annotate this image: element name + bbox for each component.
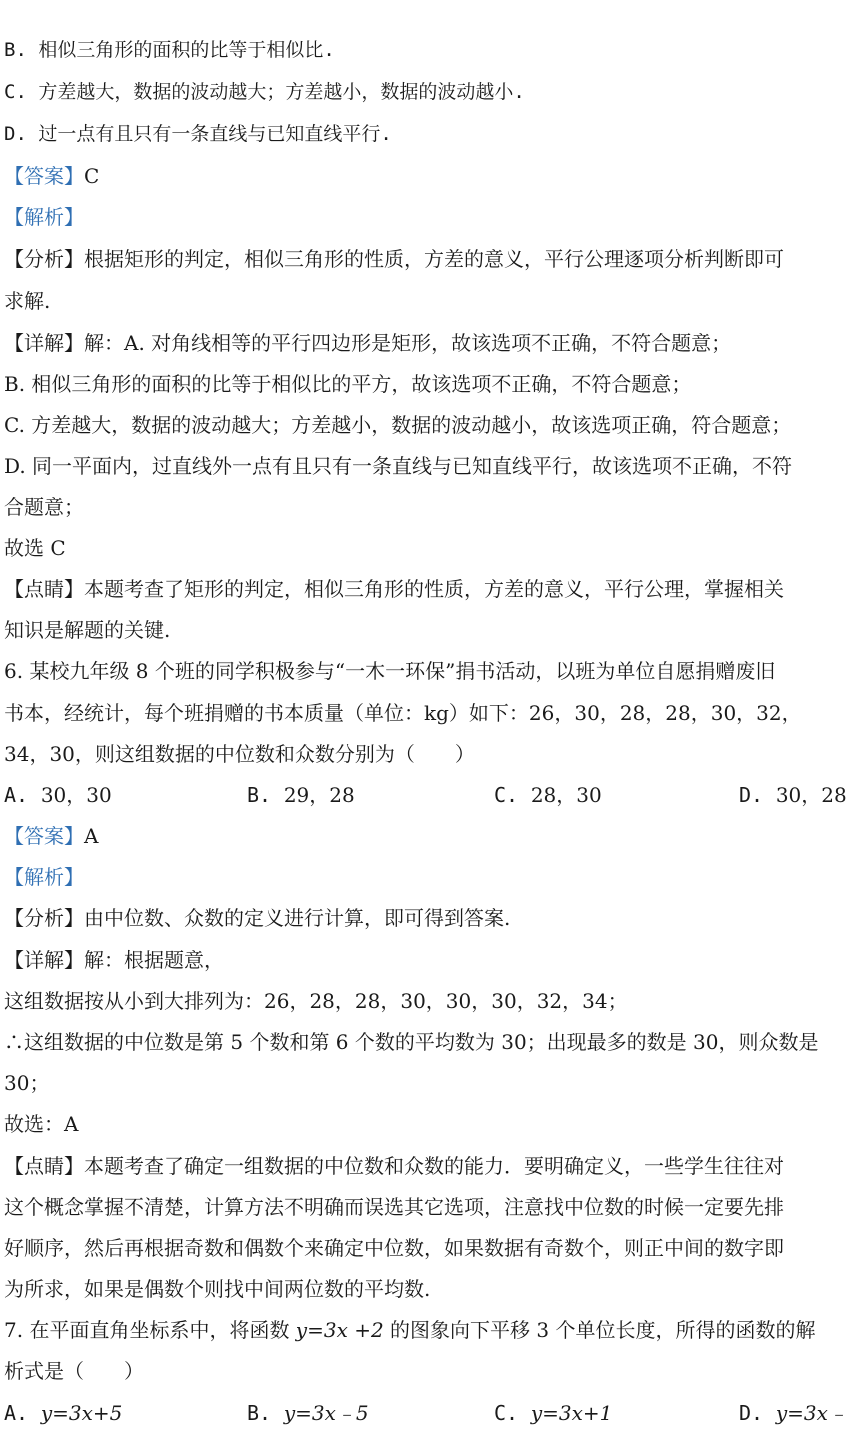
q5-option-d: D. 过一点有且只有一条直线与已知直线平行. [4,123,392,145]
q5-fenxi-line-2: 求解. [4,289,51,313]
q5-dianjing-line-1: 【点睛】本题考查了矩形的判定，相似三角形的性质，方差的意义，平行公理，掌握相关 [4,577,784,601]
q5-xiangjie-line-4: D. 同一平面内，过直线外一点有且只有一条直线与已知直线平行，故该选项不正确，不符 [4,454,793,478]
q6-stem-line-2: 书本，经统计，每个班捐赠的书本质量（单位：kg）如下：26，30，28，28，30，32， [4,701,802,725]
q6-dianjing-line-3: 好顺序，然后再根据奇数和偶数个来确定中位数，如果数据有奇数个，则正中间的数字即 [4,1236,784,1260]
q5-xiangjie-line-2: B. 相似三角形的面积的比等于相似比的平方，故该选项不正确，不符合题意； [4,372,692,396]
q6-stem-line-1: 6. 某校九年级 8 个班的同学积极参与“一木一环保”捐书活动，以班为单位自愿捐赠废旧 [4,659,776,683]
q6-option-a: A. 30，30 [4,783,112,807]
q5-xiangjie-line-1: 【详解】解：A. 对角线相等的平行四边形是矩形，故该选项不正确，不符合题意； [4,331,732,355]
q5-option-b: B. 相似三角形的面积的比等于相似比. [4,39,335,61]
answer-tag: 【答案】 [4,164,84,188]
q6-conclusion: 故选：A [4,1112,79,1136]
q6-dianjing-line-2: 这个概念掌握不清楚，计算方法不明确而误选其它选项，注意找中位数的时候一定要先排 [4,1195,784,1219]
q6-xiangjie-line-2: 这组数据按从小到大排列为：26，28，28，30，30，30，32，34； [4,989,628,1013]
q5-fenxi-line-1: 【分析】根据矩形的判定，相似三角形的性质，方差的意义，平行公理逐项分析判断即可 [4,247,784,271]
q7-option-a: A. y=3x+5 [4,1401,123,1425]
answer-tag: 【答案】 [4,824,84,848]
q6-xiangjie-line-3: ∴这组数据的中位数是第 5 个数和第 6 个数的平均数为 30；出现最多的数是 30，则众数是 [4,1030,819,1054]
answer-value: A [84,824,99,848]
answer-value: C [84,164,100,188]
q6-xiangjie-line-4: 30； [4,1071,50,1095]
q6-dianjing-line-4: 为所求，如果是偶数个则找中间两位数的平均数. [4,1277,431,1301]
q5-jiexi-heading: 【解析】 [4,205,84,229]
q6-fenxi: 【分析】由中位数、众数的定义进行计算，即可得到答案. [4,906,511,930]
q5-answer [4,162,838,190]
q6-answer [4,822,838,850]
q6-option-c: C. 28，30 [494,783,602,807]
q7-stem-line-1: 7. 在平面直角坐标系中，将函数 y=3x +2 的图象向下平移 3 个单位长度，所得的函数的解 [4,1318,816,1342]
q6-xiangjie-line-1: 【详解】解：根据题意， [4,948,224,972]
q6-jiexi-heading: 【解析】 [4,865,84,889]
q5-xiangjie-line-5: 合题意； [4,495,84,519]
q5-option-c: C. 方差越大，数据的波动越大；方差越小，数据的波动越小. [4,81,525,103]
q6-stem-line-3: 34，30，则这组数据的中位数和众数分别为（ ） [4,742,475,766]
q7-option-d: D. y=3x﹣ [739,1401,848,1425]
q5-xiangjie-line-3: C. 方差越大，数据的波动越大；方差越小，数据的波动越小，故该选项正确，符合题意； [4,413,792,437]
q7-option-b: B. y=3x﹣5 [247,1401,369,1425]
q5-conclusion: 故选 C [4,536,66,560]
q6-dianjing-line-1: 【点睛】本题考查了确定一组数据的中位数和众数的能力．要明确定义，一些学生往往对 [4,1154,784,1178]
q6-option-d: D. 30，28 [739,783,847,807]
q5-dianjing-line-2: 知识是解题的关键. [4,618,171,642]
q7-stem-line-2: 析式是（ ） [4,1359,144,1383]
q6-option-b: B. 29，28 [247,783,355,807]
q7-option-c: C. y=3x+1 [494,1401,613,1425]
q7-formula: y=3x +2 [295,1318,384,1342]
